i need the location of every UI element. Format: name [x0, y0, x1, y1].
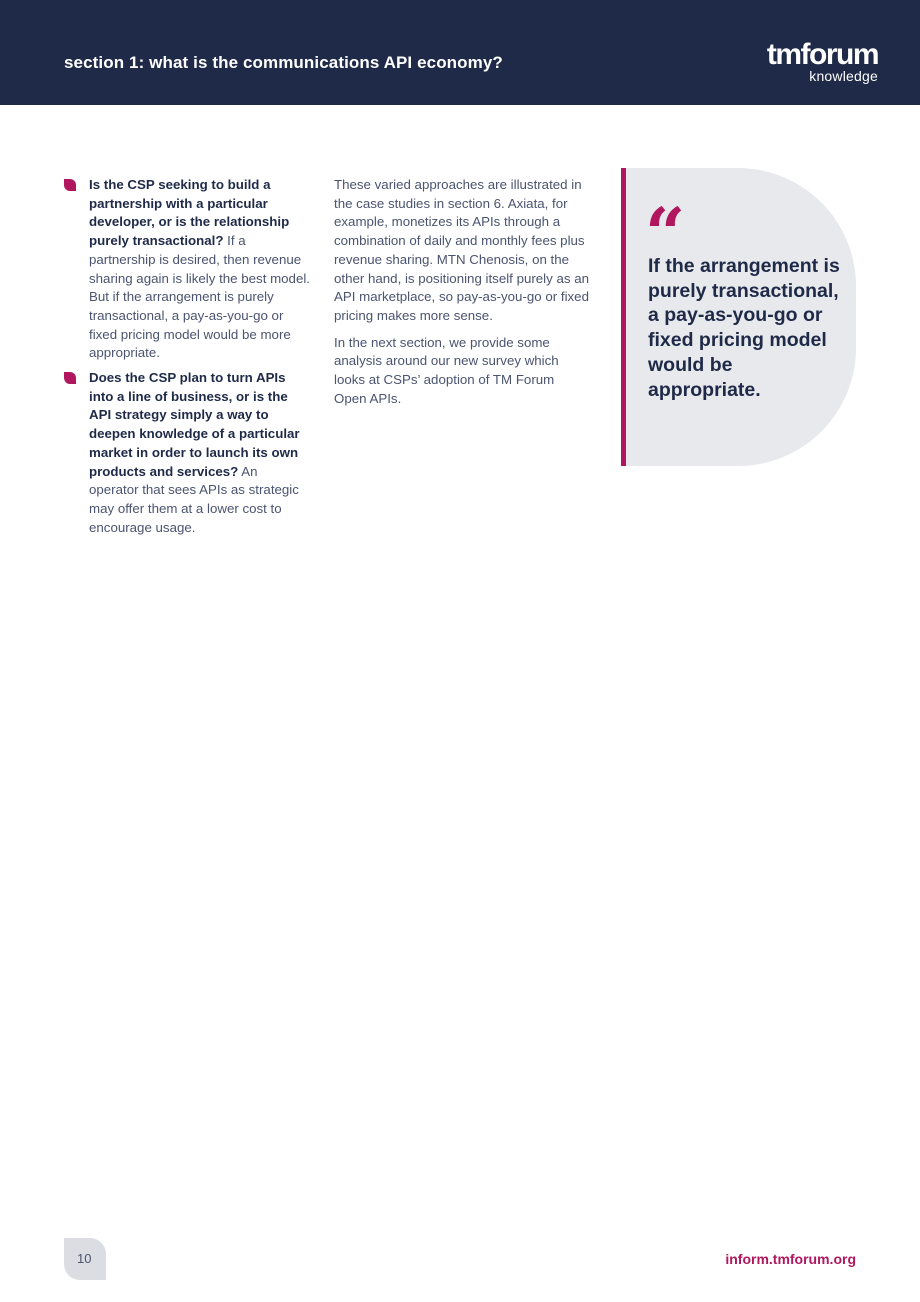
page-number: 10: [77, 1251, 92, 1266]
body-paragraph: These varied approaches are illustrated in the case studies in section 6. Axiata, for example, monetizes its APIs through a combination of daily and monthly fees plus revenue sharing. MTN Chenosis, on the other hand, is positioning itself purely as an API marketplace, so pay-as-you-go or fixed pricing makes more sense.: [334, 177, 590, 323]
tmforum-logo: [767, 40, 878, 83]
leaf-bullet-icon: [64, 179, 76, 191]
bullet-body: An operator that sees APIs as strategic may offer them at a lower cost to encourage usage.: [89, 463, 299, 535]
middle-column: [334, 176, 590, 416]
left-column: [64, 176, 310, 543]
logo-sub-text: knowledge: [809, 68, 878, 84]
footer-url-link[interactable]: inform.tmforum.org: [725, 1251, 856, 1267]
body-paragraph: In the next section, we provide some analysis around our new survey which looks at CSPs’ adoption of TM Forum Open APIs.: [334, 334, 559, 406]
page-header: [0, 0, 920, 105]
bullet-question: Is the CSP seeking to build a partnership with a particular developer, or is the relationship purely transactional?: [89, 177, 290, 249]
bullet-body: If a partnership is desired, then revenue sharing again is likely the best model. But if the arrangement is purely transactional, a pay-as-you-go or fixed pricing model would be more appropriate.: [89, 233, 310, 361]
logo-main-text: tmforum: [766, 38, 878, 71]
leaf-bullet-icon: [64, 372, 76, 384]
pull-quote: [621, 168, 856, 466]
page-number-tab: [64, 1238, 106, 1280]
section-title: section 1: what is the communications API economy?: [64, 53, 503, 72]
pull-quote-text: If the arrangement is purely transactional, a pay-as-you-go or fixed pricing model would be appropriate.: [648, 255, 840, 401]
bullet-question: Does the CSP plan to turn APIs into a line of business, or is the API strategy simply a way to deepen knowledge of a particular market in order to launch its own products and services?: [89, 370, 300, 479]
quote-accent-bar: [621, 168, 626, 466]
bullet-item: [64, 369, 310, 537]
quote-mark-icon: “: [645, 192, 686, 275]
bullet-item: [64, 176, 310, 363]
